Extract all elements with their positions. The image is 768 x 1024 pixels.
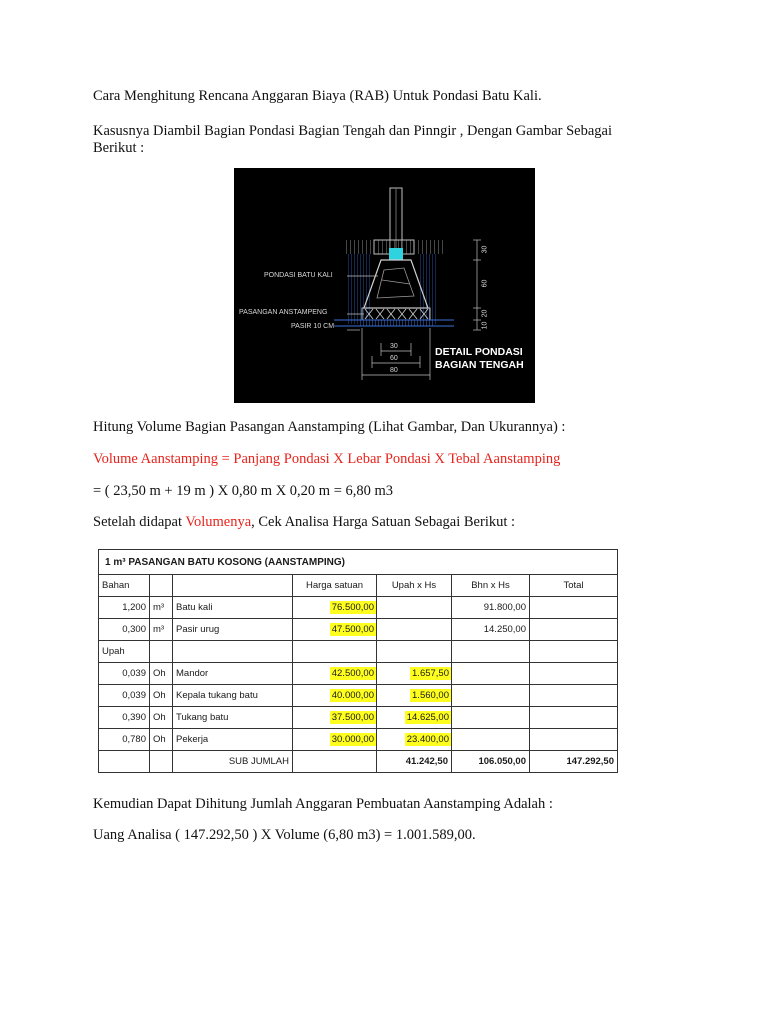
header-total: Total (530, 575, 618, 597)
subtotal-upah: 41.242,50 (377, 751, 452, 773)
dim-80-bottom: 80 (390, 367, 398, 374)
dim-30-top: 30 (481, 245, 489, 254)
volume-heading: Hitung Volume Bagian Pasangan Aanstamping (Lihat Gambar, Dan Ukurannya) : (93, 419, 566, 435)
header-bahan: Bahan (99, 575, 150, 597)
table-row: 1,200 m³ Batu kali 76.500,00 91.800,00 (99, 597, 618, 619)
intro-line-2: Berikut : (93, 140, 145, 156)
drawing-title-2: BAGIAN TENGAH (435, 359, 524, 371)
table-row: 0,300 m³ Pasir urug 47.500,00 14.250,00 (99, 619, 618, 641)
dim-10-side: 10 (481, 321, 489, 330)
dim-20-side: 20 (481, 309, 489, 318)
volumenya-highlight: Volumenya (185, 514, 252, 530)
table-title-row (99, 550, 618, 575)
subtotal-label: SUB JUMLAH (173, 751, 293, 773)
header-upah: Upah x Hs (377, 575, 452, 597)
intro-line-1: Kasusnya Diambil Bagian Pondasi Bagian Tengah dan Pinngir , Dengan Gambar Sebagai (93, 123, 612, 139)
table-row-upah-label: Upah (99, 641, 618, 663)
total-heading: Kemudian Dapat Dihitung Jumlah Anggaran Pembuatan Aanstamping Adalah : (93, 796, 553, 812)
table-row: 0,039 Oh Kepala tukang batu 40.000,00 1.560,00 (99, 685, 618, 707)
label-pondasi-batu-kali: PONDASI BATU KALI (264, 272, 333, 279)
table-header-row (99, 575, 618, 597)
subtotal-bhn: 106.050,00 (452, 751, 530, 773)
table-row: 0,780 Oh Pekerja 30.000,00 23.400,00 (99, 729, 618, 751)
unit-price-analysis-table (98, 549, 618, 773)
volume-calculation: = ( 23,50 m + 19 m ) X 0,80 m X 0,20 m = 6,80 m3 (93, 483, 394, 499)
doc-title: Cara Menghitung Rencana Anggaran Biaya (RAB) Untuk Pondasi Batu Kali. (93, 88, 542, 104)
total-calculation: Uang Analisa ( 147.292,50 ) X Volume (6,80 m3) = 1.001.589,00. (93, 827, 476, 843)
label-pasir: PASIR 10 CM (291, 323, 335, 330)
foundation-detail-drawing (234, 168, 535, 403)
table-row: 0,039 Oh Mandor 42.500,00 1.657,50 (99, 663, 618, 685)
volume-formula: Volume Aanstamping = Panjang Pondasi X Lebar Pondasi X Tebal Aanstamping (93, 451, 561, 467)
analysis-intro: Setelah didapat Volumenya, Cek Analisa Harga Satuan Sebagai Berikut : (93, 514, 516, 530)
dim-60-bottom: 60 (390, 355, 398, 362)
table-row: 0,390 Oh Tukang batu 37.500,00 14.625,00 (99, 707, 618, 729)
dim-60-side: 60 (481, 279, 489, 288)
header-harga-satuan: Harga satuan (293, 575, 377, 597)
table-title: 1 m³ PASANGAN BATU KOSONG (AANSTAMPING) (99, 550, 618, 575)
label-pasangan-anstampeng: PASANGAN ANSTAMPENG (239, 309, 328, 316)
table-subtotal-row (99, 751, 618, 773)
subtotal-total: 147.292,50 (530, 751, 618, 773)
dim-30-bottom: 30 (390, 343, 398, 350)
header-bhn: Bhn x Hs (452, 575, 530, 597)
drawing-title-1: DETAIL PONDASI (435, 346, 523, 358)
